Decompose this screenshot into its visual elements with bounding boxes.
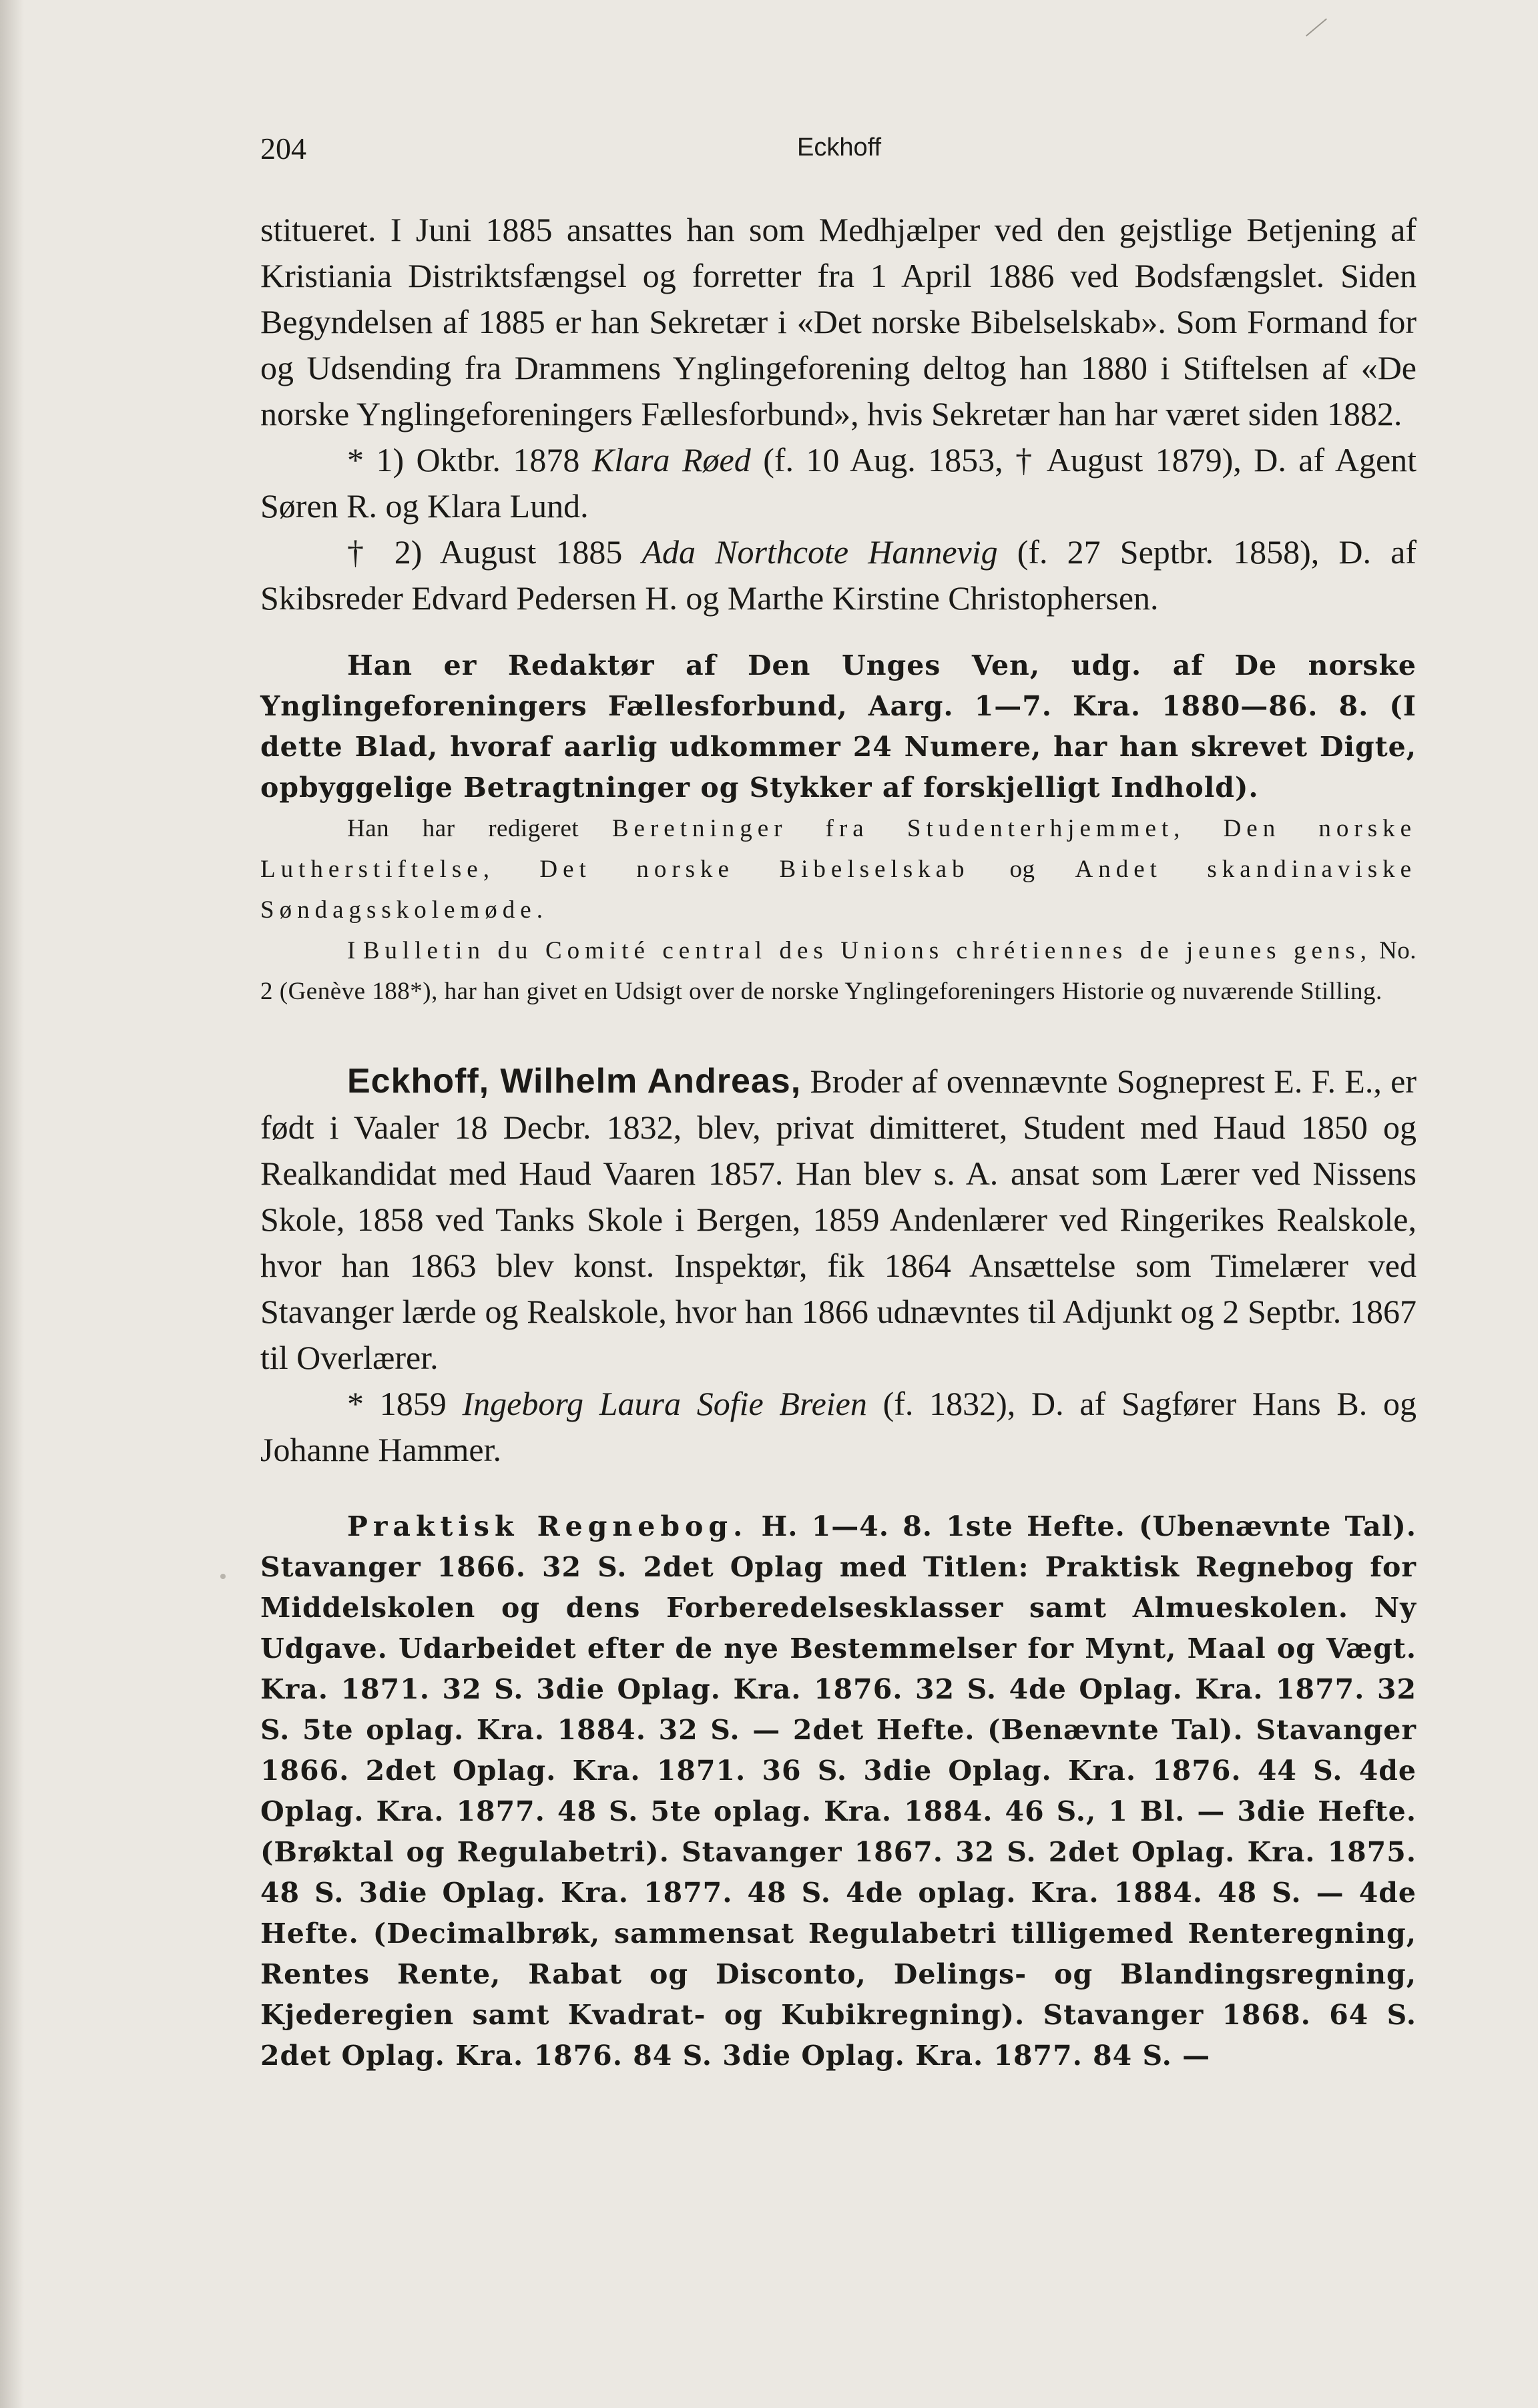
works-title: Praktisk Regnebog. <box>347 1510 748 1542</box>
page-number: 204 <box>260 131 306 166</box>
marriage-entry-1 <box>260 437 1417 529</box>
marriage-details: (f. 10 Aug. 1853, † August 1879), D. af Agent Søren R. og Klara Lund. <box>260 441 1417 525</box>
marriage-details: (f. 27 Septbr. 1858), D. af Skibsreder Edvard Pedersen H. og Marthe Kirstine Christophersen. <box>260 533 1417 617</box>
marriage-date: † 2) August 1885 <box>347 533 623 571</box>
works-paragraph-bulletin <box>260 930 1417 1012</box>
works-text: Han har redigeret <box>347 815 579 842</box>
running-head: Eckhoff <box>796 133 882 162</box>
text-column <box>260 207 1417 2076</box>
entry-biography: Broder af ovennævnte Sogneprest E. F. E., er født i Vaaler 18 Decbr. 1832, blev, privat dimitteret, Student med Haud 1850 og Realkandidat med Haud Vaaren 1857. Han blev s. A. ansat som Lærer ved Nissens Skole, 1858 ved Tanks Skole i Bergen, 1859 Andenlærer ved Ringerikes Realskole, hvor han 1863 blev konst. Inspektør, fik 1864 Ansættelse som Timelærer ved Stavanger lærde og Realskole, hvor han 1866 udnævntes til Adjunkt og 2 Septbr. 1867 til Overlærer. <box>260 1063 1417 1376</box>
marriage-details: (f. 1832), D. af Sagfører Hans B. og Johanne Hammer. <box>260 1385 1417 1468</box>
works-text: No. 2 (Genève 188*), har han givet en Udsigt over de norske Ynglingeforeningers Historie og nuværende Stilling. <box>260 937 1417 1005</box>
works-paragraph-edited <box>260 808 1417 930</box>
spouse-name: Klara Røed <box>591 441 751 479</box>
page-edge-shadow <box>0 0 24 2408</box>
spouse-name: Ada Northcote Hannevig <box>642 533 998 571</box>
works-title: Beretninger fra Studenterhjemmet, Den norske Lutherstiftelse, Det norske Bibelselskab <box>260 815 1417 883</box>
entry-paragraph <box>260 1059 1417 1381</box>
biography-paragraph: stitueret. I Juni 1885 ansattes han som Medhjælper ved den gejstlige Betjening af Kristiania Distriktsfængsel og forretter fra 1 April 1886 ved Bodsfængslet. Siden Begyndelsen af 1885 er han Sekretær i «Det norske Bibelselskab». Som Formand for og Udsending fra Drammens Ynglingeforening deltog han 1880 i Stiftelsen af «De norske Ynglingeforeningers Fællesforbund», hvis Sekretær han har været siden 1882. <box>260 211 1417 432</box>
works-title: Bulletin du Comité central des Unions chrétiennes de jeunes gens, <box>362 937 1372 964</box>
entry-name: Eckhoff, Wilhelm Andreas, <box>347 1062 802 1101</box>
works-paragraph-fraktur: Han er Redaktør af Den Unges Ven, udg. af De norske Ynglingeforeningers Fællesforbund, Aarg. 1—7. Kra. 1880—86. 8. (I dette Blad, hvoraf aarlig udkommer 24 Numere, har han skrevet Digte, opbyggelige Betragtninger og Stykker af forskjelligt Indhold). <box>260 649 1417 804</box>
page-header <box>260 131 1418 178</box>
marriage-date: * 1) Oktbr. 1878 <box>347 441 580 479</box>
works-body: H. 1—4. 8. 1ste Hefte. (Ubenævnte Tal). Stavanger 1866. 32 S. 2det Oplag med Titlen: Praktisk Regnebog for Middelskolen og dens Forberedelsesklasser samt Almueskolen. Ny Udgave. Udarbeidet efter de nye Bestemmelser for Mynt, Maal og Vægt. Kra. 1871. 32 S. 3die Oplag. Kra. 1876. 32 S. 4de Oplag. Kra. 1877. 32 S. 5te oplag. Kra. 1884. 32 S. — 2det Hefte. (Benævnte Tal). Stavanger 1866. 2det Oplag. Kra. 1871. 36 S. 3die Oplag. Kra. 1876. 44 S. 4de Oplag. Kra. 1877. 48 S. 5te oplag. Kra. 1884. 46 S., 1 Bl. — 3die Hefte. (Brøktal og Regulabetri). Stavanger 1867. 32 S. 2det Oplag. Kra. 1875. 48 S. 3die Oplag. Kra. 1877. 48 S. 4de oplag. Kra. 1884. 48 S. — 4de Hefte. (Decimalbrøk, sammensat Regulabetri tilligemed Renteregning, Rentes Rente, Rabat og Discontо, Delings- og Blandingsregning, Kjederegien samt Kvadrat- og Kubikregning). Stavanger 1868. 64 S. 2det Oplag. Kra. 1876. 84 S. 3die Oplag. Kra. 1877. 84 S. — <box>260 1510 1417 2072</box>
works-list-fraktur <box>260 1506 1417 2076</box>
marriage-date: * 1859 <box>347 1385 447 1422</box>
works-text: og <box>1009 856 1035 883</box>
marriage-entry-2 <box>260 529 1417 621</box>
spouse-name: Ingeborg Laura Sofie Breien <box>462 1385 867 1422</box>
works-text: I <box>347 937 356 964</box>
pencil-mark <box>1306 18 1327 36</box>
paper-spot <box>220 1574 226 1579</box>
marriage-entry-3 <box>260 1381 1417 1473</box>
works-title: Andet skandinaviske Søndagsskolemøde. <box>260 856 1417 924</box>
